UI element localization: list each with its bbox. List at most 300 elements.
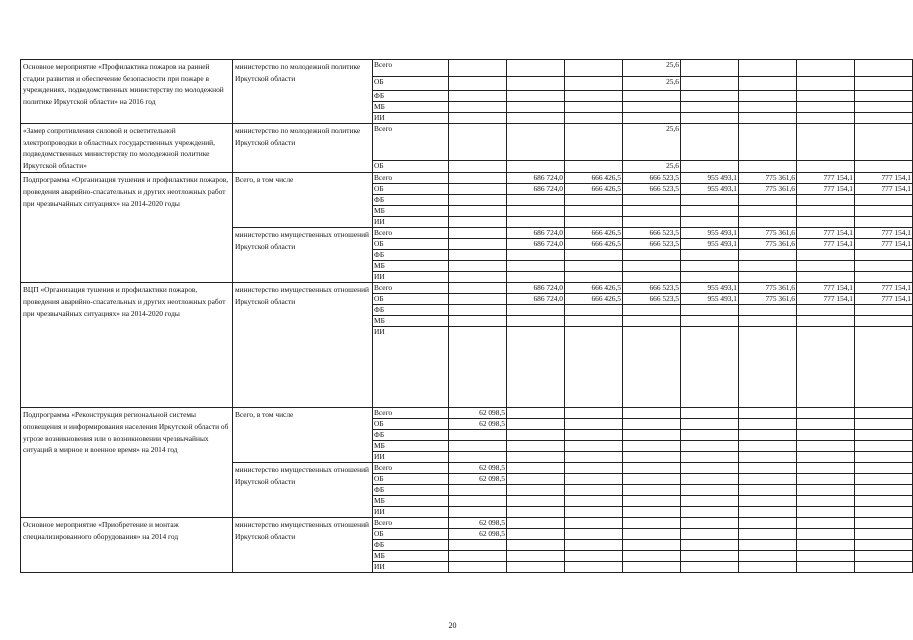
amount-cell xyxy=(681,161,739,173)
amount-cell xyxy=(739,419,797,430)
amount-cell xyxy=(507,250,565,261)
amount-cell xyxy=(565,485,623,496)
amount-cell xyxy=(855,485,913,496)
amount-cell xyxy=(623,562,681,573)
amount-cell xyxy=(681,496,739,507)
amount-cell xyxy=(855,529,913,540)
amount-cell xyxy=(507,305,565,316)
amount-cell xyxy=(739,250,797,261)
amount-cell: 775 361,6 xyxy=(739,228,797,239)
amount-cell xyxy=(449,327,507,408)
amount-cell xyxy=(797,113,855,124)
amount-cell xyxy=(739,102,797,113)
amount-cell xyxy=(797,419,855,430)
amount-cell: 666 523,5 xyxy=(623,239,681,250)
responsible-executor: министерство по молодежной политике Иркутской области xyxy=(233,124,373,173)
amount-cell: 62 098,5 xyxy=(449,529,507,540)
funding-source: ФБ xyxy=(373,540,449,551)
amount-cell: 777 154,1 xyxy=(855,239,913,250)
amount-cell xyxy=(739,496,797,507)
amount-cell xyxy=(739,562,797,573)
funding-source: МБ xyxy=(373,316,449,327)
amount-cell xyxy=(739,408,797,419)
amount-cell xyxy=(565,562,623,573)
amount-cell xyxy=(855,250,913,261)
amount-cell xyxy=(507,463,565,474)
amount-cell xyxy=(797,540,855,551)
funding-source: ИИ xyxy=(373,507,449,518)
amount-cell xyxy=(797,60,855,77)
amount-cell: 955 493,1 xyxy=(681,294,739,305)
responsible-executor: министерство имущественных отношений Иркутской области xyxy=(233,463,373,518)
amount-cell xyxy=(507,113,565,124)
amount-cell xyxy=(565,430,623,441)
table-row xyxy=(21,518,913,529)
amount-cell xyxy=(739,452,797,463)
amount-cell xyxy=(449,551,507,562)
amount-cell: 666 523,5 xyxy=(623,294,681,305)
amount-cell xyxy=(681,419,739,430)
amount-cell xyxy=(623,327,681,408)
amount-cell: 666 523,5 xyxy=(623,283,681,294)
amount-cell xyxy=(623,250,681,261)
amount-cell xyxy=(681,529,739,540)
amount-cell: 25,6 xyxy=(623,124,681,161)
amount-cell xyxy=(681,485,739,496)
amount-cell xyxy=(507,474,565,485)
funding-source: Всего xyxy=(373,228,449,239)
amount-cell: 777 154,1 xyxy=(855,184,913,195)
amount-cell xyxy=(449,77,507,91)
amount-cell xyxy=(681,261,739,272)
amount-cell: 62 098,5 xyxy=(449,518,507,529)
amount-cell xyxy=(681,452,739,463)
amount-cell: 666 426,5 xyxy=(565,228,623,239)
funding-source: ИИ xyxy=(373,272,449,283)
amount-cell: 775 361,6 xyxy=(739,239,797,250)
amount-cell xyxy=(507,77,565,91)
amount-cell xyxy=(855,463,913,474)
amount-cell xyxy=(681,551,739,562)
amount-cell: 686 724,0 xyxy=(507,283,565,294)
amount-cell xyxy=(797,250,855,261)
amount-cell xyxy=(449,113,507,124)
amount-cell xyxy=(565,529,623,540)
amount-cell xyxy=(507,540,565,551)
amount-cell xyxy=(623,206,681,217)
amount-cell xyxy=(623,217,681,228)
amount-cell: 955 493,1 xyxy=(681,173,739,184)
amount-cell xyxy=(681,124,739,161)
amount-cell xyxy=(739,540,797,551)
amount-cell: 955 493,1 xyxy=(681,228,739,239)
amount-cell xyxy=(855,195,913,206)
amount-cell xyxy=(797,327,855,408)
funding-source: ФБ xyxy=(373,250,449,261)
amount-cell xyxy=(797,518,855,529)
amount-cell: 666 426,5 xyxy=(565,283,623,294)
funding-source: ФБ xyxy=(373,305,449,316)
amount-cell xyxy=(681,102,739,113)
amount-cell xyxy=(507,452,565,463)
amount-cell xyxy=(449,272,507,283)
amount-cell xyxy=(739,316,797,327)
amount-cell xyxy=(565,496,623,507)
amount-cell: 777 154,1 xyxy=(797,184,855,195)
amount-cell xyxy=(623,507,681,518)
amount-cell xyxy=(855,408,913,419)
amount-cell xyxy=(565,474,623,485)
amount-cell xyxy=(681,113,739,124)
amount-cell: 25,6 xyxy=(623,77,681,91)
amount-cell xyxy=(507,485,565,496)
amount-cell xyxy=(449,316,507,327)
amount-cell: 686 724,0 xyxy=(507,173,565,184)
amount-cell xyxy=(507,430,565,441)
funding-source: ОБ xyxy=(373,529,449,540)
funding-source: ИИ xyxy=(373,113,449,124)
amount-cell: 777 154,1 xyxy=(797,228,855,239)
amount-cell xyxy=(739,113,797,124)
funding-source: ОБ xyxy=(373,474,449,485)
amount-cell: 775 361,6 xyxy=(739,184,797,195)
table-row xyxy=(21,124,913,161)
amount-cell: 666 426,5 xyxy=(565,239,623,250)
funding-source: ИИ xyxy=(373,217,449,228)
amount-cell xyxy=(565,408,623,419)
amount-cell xyxy=(565,102,623,113)
amount-cell xyxy=(855,60,913,77)
amount-cell xyxy=(623,430,681,441)
amount-cell xyxy=(739,327,797,408)
amount-cell: 775 361,6 xyxy=(739,294,797,305)
amount-cell: 666 523,5 xyxy=(623,184,681,195)
responsible-executor: Всего, в том числе xyxy=(233,173,373,228)
amount-cell: 777 154,1 xyxy=(855,228,913,239)
amount-cell xyxy=(681,540,739,551)
amount-cell xyxy=(623,518,681,529)
amount-cell xyxy=(681,327,739,408)
amount-cell xyxy=(855,124,913,161)
amount-cell xyxy=(449,173,507,184)
funding-source: МБ xyxy=(373,102,449,113)
amount-cell xyxy=(507,496,565,507)
amount-cell xyxy=(507,161,565,173)
amount-cell xyxy=(623,551,681,562)
amount-cell: 666 523,5 xyxy=(623,173,681,184)
amount-cell xyxy=(507,441,565,452)
amount-cell xyxy=(739,124,797,161)
amount-cell xyxy=(507,316,565,327)
amount-cell xyxy=(797,305,855,316)
amount-cell xyxy=(797,124,855,161)
funding-source: Всего xyxy=(373,124,449,161)
table-row xyxy=(21,408,913,419)
amount-cell xyxy=(565,261,623,272)
amount-cell xyxy=(449,485,507,496)
amount-cell xyxy=(855,441,913,452)
funding-source: Всего xyxy=(373,173,449,184)
amount-cell xyxy=(681,272,739,283)
amount-cell xyxy=(681,217,739,228)
amount-cell xyxy=(855,161,913,173)
amount-cell xyxy=(449,124,507,161)
amount-cell xyxy=(623,452,681,463)
amount-cell xyxy=(623,419,681,430)
amount-cell xyxy=(739,305,797,316)
amount-cell xyxy=(739,161,797,173)
amount-cell xyxy=(565,195,623,206)
amount-cell xyxy=(623,305,681,316)
amount-cell xyxy=(739,485,797,496)
amount-cell xyxy=(623,261,681,272)
amount-cell: 62 098,5 xyxy=(449,474,507,485)
funding-source: ОБ xyxy=(373,77,449,91)
amount-cell xyxy=(855,551,913,562)
amount-cell: 666 523,5 xyxy=(623,228,681,239)
funding-source: Всего xyxy=(373,518,449,529)
amount-cell xyxy=(565,452,623,463)
amount-cell xyxy=(623,496,681,507)
amount-cell: 25,6 xyxy=(623,161,681,173)
amount-cell xyxy=(681,60,739,77)
amount-cell xyxy=(855,102,913,113)
amount-cell xyxy=(797,551,855,562)
funding-source: ФБ xyxy=(373,91,449,102)
amount-cell xyxy=(855,217,913,228)
funding-source: ФБ xyxy=(373,195,449,206)
amount-cell xyxy=(797,430,855,441)
amount-cell: 666 426,5 xyxy=(565,294,623,305)
amount-cell xyxy=(623,91,681,102)
amount-cell xyxy=(449,452,507,463)
amount-cell xyxy=(449,261,507,272)
amount-cell xyxy=(855,77,913,91)
amount-cell xyxy=(797,452,855,463)
funding-source: ОБ xyxy=(373,184,449,195)
amount-cell: 777 154,1 xyxy=(855,283,913,294)
amount-cell xyxy=(797,161,855,173)
amount-cell xyxy=(565,272,623,283)
amount-cell xyxy=(797,261,855,272)
amount-cell xyxy=(449,283,507,294)
amount-cell xyxy=(507,217,565,228)
amount-cell xyxy=(623,102,681,113)
amount-cell xyxy=(565,540,623,551)
amount-cell: 686 724,0 xyxy=(507,239,565,250)
amount-cell xyxy=(449,184,507,195)
amount-cell: 777 154,1 xyxy=(855,294,913,305)
funding-source: ИИ xyxy=(373,562,449,573)
amount-cell xyxy=(739,77,797,91)
amount-cell xyxy=(623,408,681,419)
responsible-executor: министерство по молодежной политике Иркутской области xyxy=(233,60,373,124)
amount-cell xyxy=(449,507,507,518)
amount-cell xyxy=(797,507,855,518)
amount-cell xyxy=(681,518,739,529)
funding-source: ФБ xyxy=(373,430,449,441)
amount-cell xyxy=(507,529,565,540)
amount-cell xyxy=(565,206,623,217)
amount-cell xyxy=(449,294,507,305)
amount-cell xyxy=(565,250,623,261)
amount-cell: 775 361,6 xyxy=(739,173,797,184)
amount-cell xyxy=(739,463,797,474)
amount-cell xyxy=(855,327,913,408)
amount-cell xyxy=(797,77,855,91)
amount-cell xyxy=(797,485,855,496)
amount-cell: 955 493,1 xyxy=(681,184,739,195)
amount-cell xyxy=(507,91,565,102)
amount-cell xyxy=(797,474,855,485)
amount-cell xyxy=(797,529,855,540)
amount-cell xyxy=(507,60,565,77)
budget-table xyxy=(20,59,913,573)
amount-cell: 777 154,1 xyxy=(797,239,855,250)
amount-cell xyxy=(855,562,913,573)
amount-cell xyxy=(565,327,623,408)
amount-cell xyxy=(565,91,623,102)
amount-cell xyxy=(797,91,855,102)
amount-cell xyxy=(739,60,797,77)
amount-cell: 777 154,1 xyxy=(855,173,913,184)
amount-cell xyxy=(565,217,623,228)
amount-cell xyxy=(507,551,565,562)
amount-cell xyxy=(855,272,913,283)
amount-cell xyxy=(797,562,855,573)
amount-cell xyxy=(681,77,739,91)
amount-cell xyxy=(565,419,623,430)
amount-cell xyxy=(449,206,507,217)
amount-cell xyxy=(797,408,855,419)
amount-cell: 686 724,0 xyxy=(507,184,565,195)
amount-cell: 775 361,6 xyxy=(739,283,797,294)
amount-cell xyxy=(681,441,739,452)
amount-cell: 686 724,0 xyxy=(507,228,565,239)
amount-cell xyxy=(739,518,797,529)
amount-cell xyxy=(449,239,507,250)
amount-cell xyxy=(739,217,797,228)
amount-cell xyxy=(739,430,797,441)
amount-cell: 62 098,5 xyxy=(449,419,507,430)
amount-cell xyxy=(681,206,739,217)
amount-cell xyxy=(797,102,855,113)
amount-cell xyxy=(507,195,565,206)
program-description: Подпрограмма «Организация тушения и профилактики пожаров, проведения аварийно-спасательных и других неотложных работ при чрезвычайных ситуациях» на 2014-2020 годы xyxy=(21,173,233,283)
amount-cell xyxy=(565,113,623,124)
funding-source: ИИ xyxy=(373,452,449,463)
amount-cell xyxy=(855,452,913,463)
amount-cell xyxy=(855,507,913,518)
amount-cell xyxy=(681,195,739,206)
table-row xyxy=(21,60,913,77)
amount-cell xyxy=(449,540,507,551)
amount-cell xyxy=(623,316,681,327)
amount-cell xyxy=(739,272,797,283)
amount-cell xyxy=(507,408,565,419)
amount-cell: 666 426,5 xyxy=(565,173,623,184)
amount-cell: 62 098,5 xyxy=(449,463,507,474)
amount-cell xyxy=(449,161,507,173)
amount-cell xyxy=(739,91,797,102)
amount-cell xyxy=(681,408,739,419)
amount-cell xyxy=(797,217,855,228)
amount-cell xyxy=(449,195,507,206)
amount-cell xyxy=(681,430,739,441)
funding-source: ОБ xyxy=(373,239,449,250)
amount-cell xyxy=(623,529,681,540)
funding-source: МБ xyxy=(373,206,449,217)
responsible-executor: министерство имущественных отношений Иркутской области xyxy=(233,518,373,573)
funding-source: Всего xyxy=(373,408,449,419)
amount-cell xyxy=(855,496,913,507)
amount-cell xyxy=(797,195,855,206)
amount-cell xyxy=(449,441,507,452)
amount-cell xyxy=(565,60,623,77)
amount-cell xyxy=(623,113,681,124)
amount-cell xyxy=(797,463,855,474)
amount-cell: 25,6 xyxy=(623,60,681,77)
amount-cell xyxy=(681,507,739,518)
amount-cell xyxy=(507,206,565,217)
amount-cell xyxy=(855,261,913,272)
amount-cell xyxy=(449,305,507,316)
amount-cell xyxy=(565,316,623,327)
amount-cell xyxy=(449,60,507,77)
funding-source: Всего xyxy=(373,463,449,474)
amount-cell xyxy=(855,206,913,217)
amount-cell xyxy=(507,261,565,272)
program-description: Основное мероприятие «Профилактика пожаров на ранней стадии развития и обеспечение безопасности при пожаре в учреждениях, подведомственных министерству по молодежной политике Иркутской области» на 2016 год xyxy=(21,60,233,124)
table-row xyxy=(21,173,913,184)
amount-cell: 777 154,1 xyxy=(797,294,855,305)
amount-cell xyxy=(855,113,913,124)
amount-cell xyxy=(797,206,855,217)
amount-cell xyxy=(797,441,855,452)
amount-cell xyxy=(797,316,855,327)
amount-cell xyxy=(681,562,739,573)
amount-cell xyxy=(507,419,565,430)
amount-cell xyxy=(565,124,623,161)
funding-source: ИИ xyxy=(373,327,449,408)
responsible-executor: министерство имущественных отношений Иркутской области xyxy=(233,283,373,408)
responsible-executor: Всего, в том числе xyxy=(233,408,373,463)
amount-cell xyxy=(855,305,913,316)
amount-cell xyxy=(565,507,623,518)
table-row xyxy=(21,283,913,294)
amount-cell xyxy=(449,91,507,102)
funding-source: ОБ xyxy=(373,294,449,305)
amount-cell xyxy=(855,474,913,485)
amount-cell xyxy=(739,261,797,272)
amount-cell: 955 493,1 xyxy=(681,239,739,250)
amount-cell xyxy=(507,124,565,161)
amount-cell xyxy=(739,551,797,562)
amount-cell xyxy=(623,463,681,474)
amount-cell xyxy=(739,507,797,518)
amount-cell xyxy=(449,250,507,261)
amount-cell xyxy=(449,102,507,113)
amount-cell xyxy=(507,327,565,408)
funding-source: МБ xyxy=(373,551,449,562)
funding-source: Всего xyxy=(373,60,449,77)
amount-cell xyxy=(623,441,681,452)
program-description: Подпрограмма «Реконструкция региональной системы оповещения и информирования населения Иркутской области об угрозе возникновения или о возникновении чрезвычайных ситуаций в мирное и военное время» на 2014 год xyxy=(21,408,233,518)
amount-cell xyxy=(565,161,623,173)
funding-source: МБ xyxy=(373,496,449,507)
amount-cell xyxy=(565,441,623,452)
amount-cell xyxy=(855,430,913,441)
